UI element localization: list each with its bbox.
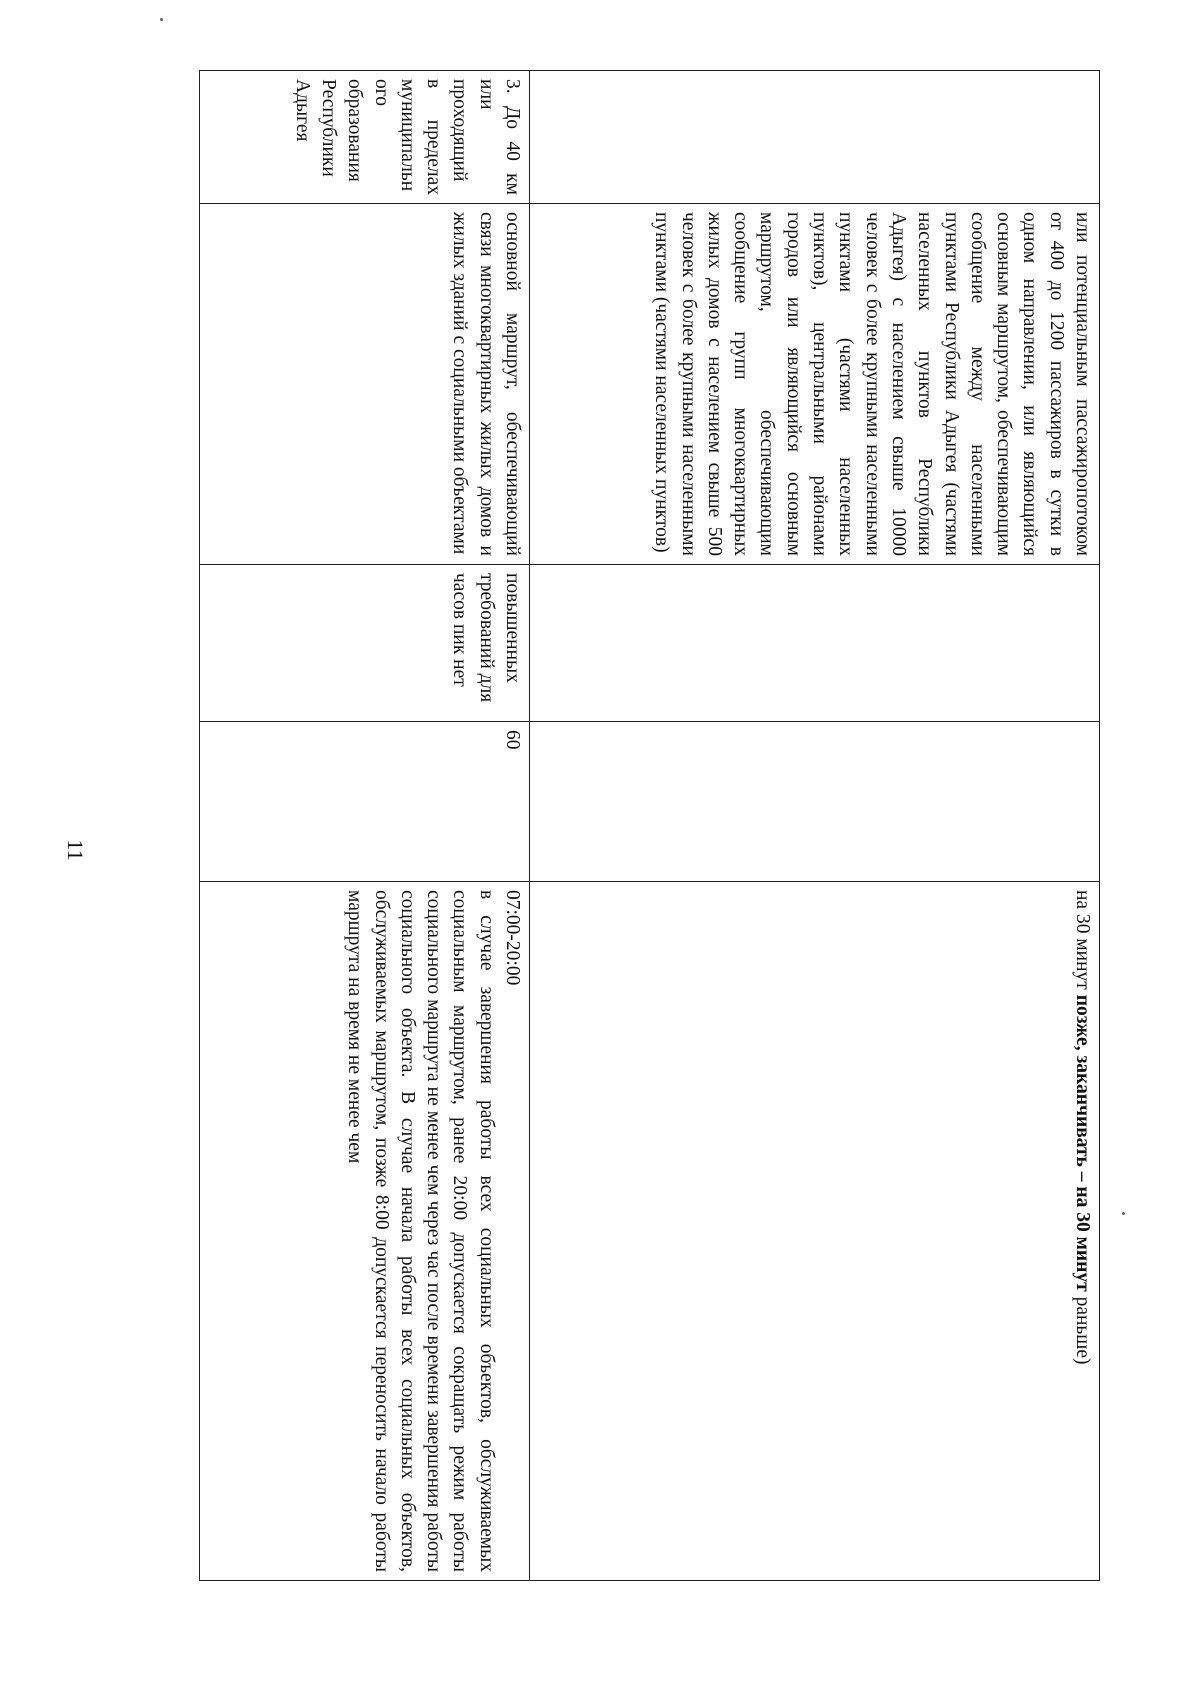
schedule-text-end: раньше) <box>1072 1291 1093 1365</box>
scan-speck <box>160 18 163 21</box>
schedule-time: 07:00-20:00 <box>502 890 523 986</box>
schedule-description: в случае завершения работы всех социальных объектов, обслуживаемых социальным маршрутом, ранее 20:00 допускается сокращать режим работы социального маршрута не менее чем через час после времени завершения работы социального объекта. В случае начала работы всех социальных объектов, обслуживаемых маршрутом, позже 8:00 допускается переносить начало работы маршрута на время не менее чем <box>344 890 497 1572</box>
table-row <box>200 71 530 1581</box>
table-cell-schedule <box>200 882 530 1581</box>
page-number <box>40 830 110 870</box>
table-cell-interval: 60 <box>200 722 530 882</box>
table-cell-schedule <box>530 882 1100 1581</box>
table-cell-route-length: 3. До 40 км или проходящий в пределах муниципального образования Республики Адыгея <box>200 71 530 204</box>
table-cell-peak-requirements <box>530 565 1100 722</box>
criteria-table <box>199 70 1100 1581</box>
table-cell-route-type: или потенциальным пассажиропотоком от 400 до 1200 пассажиров в сутки в одном направлении, или являющийся основным маршрутом, обеспечивающим сообщение между населенными пунктами Республики Адыгея (частями населенных пунктов Республики Адыгея) с населением свыше 10000 человек с более крупными населенными пунктами (частями населенных пунктов), центральными районами городов или являющийся основным маршрутом, обеспечивающим сообщение групп многоквартирных жилых домов с населением свыше 500 человек с более крупными населенными пунктами (частями населенных пунктов) <box>530 204 1100 565</box>
rotated-table-container <box>160 70 1100 1580</box>
schedule-text-bold: позже, заканчивать – на 30 минут <box>1072 994 1093 1292</box>
table-row <box>530 71 1100 1581</box>
schedule-text: на 30 минут <box>1072 890 1093 995</box>
table-cell-route-type: основной маршрут, обеспечивающий связи многоквартирных жилых домов и жилых зданий с социальными объектами <box>200 204 530 565</box>
scan-speck <box>1122 1212 1125 1215</box>
page-number-text: 11 <box>63 839 88 861</box>
table-cell-peak-requirements: повышенных требований для часов пик нет <box>200 565 530 722</box>
table-cell-interval <box>530 722 1100 882</box>
table-cell-route-length <box>530 71 1100 204</box>
